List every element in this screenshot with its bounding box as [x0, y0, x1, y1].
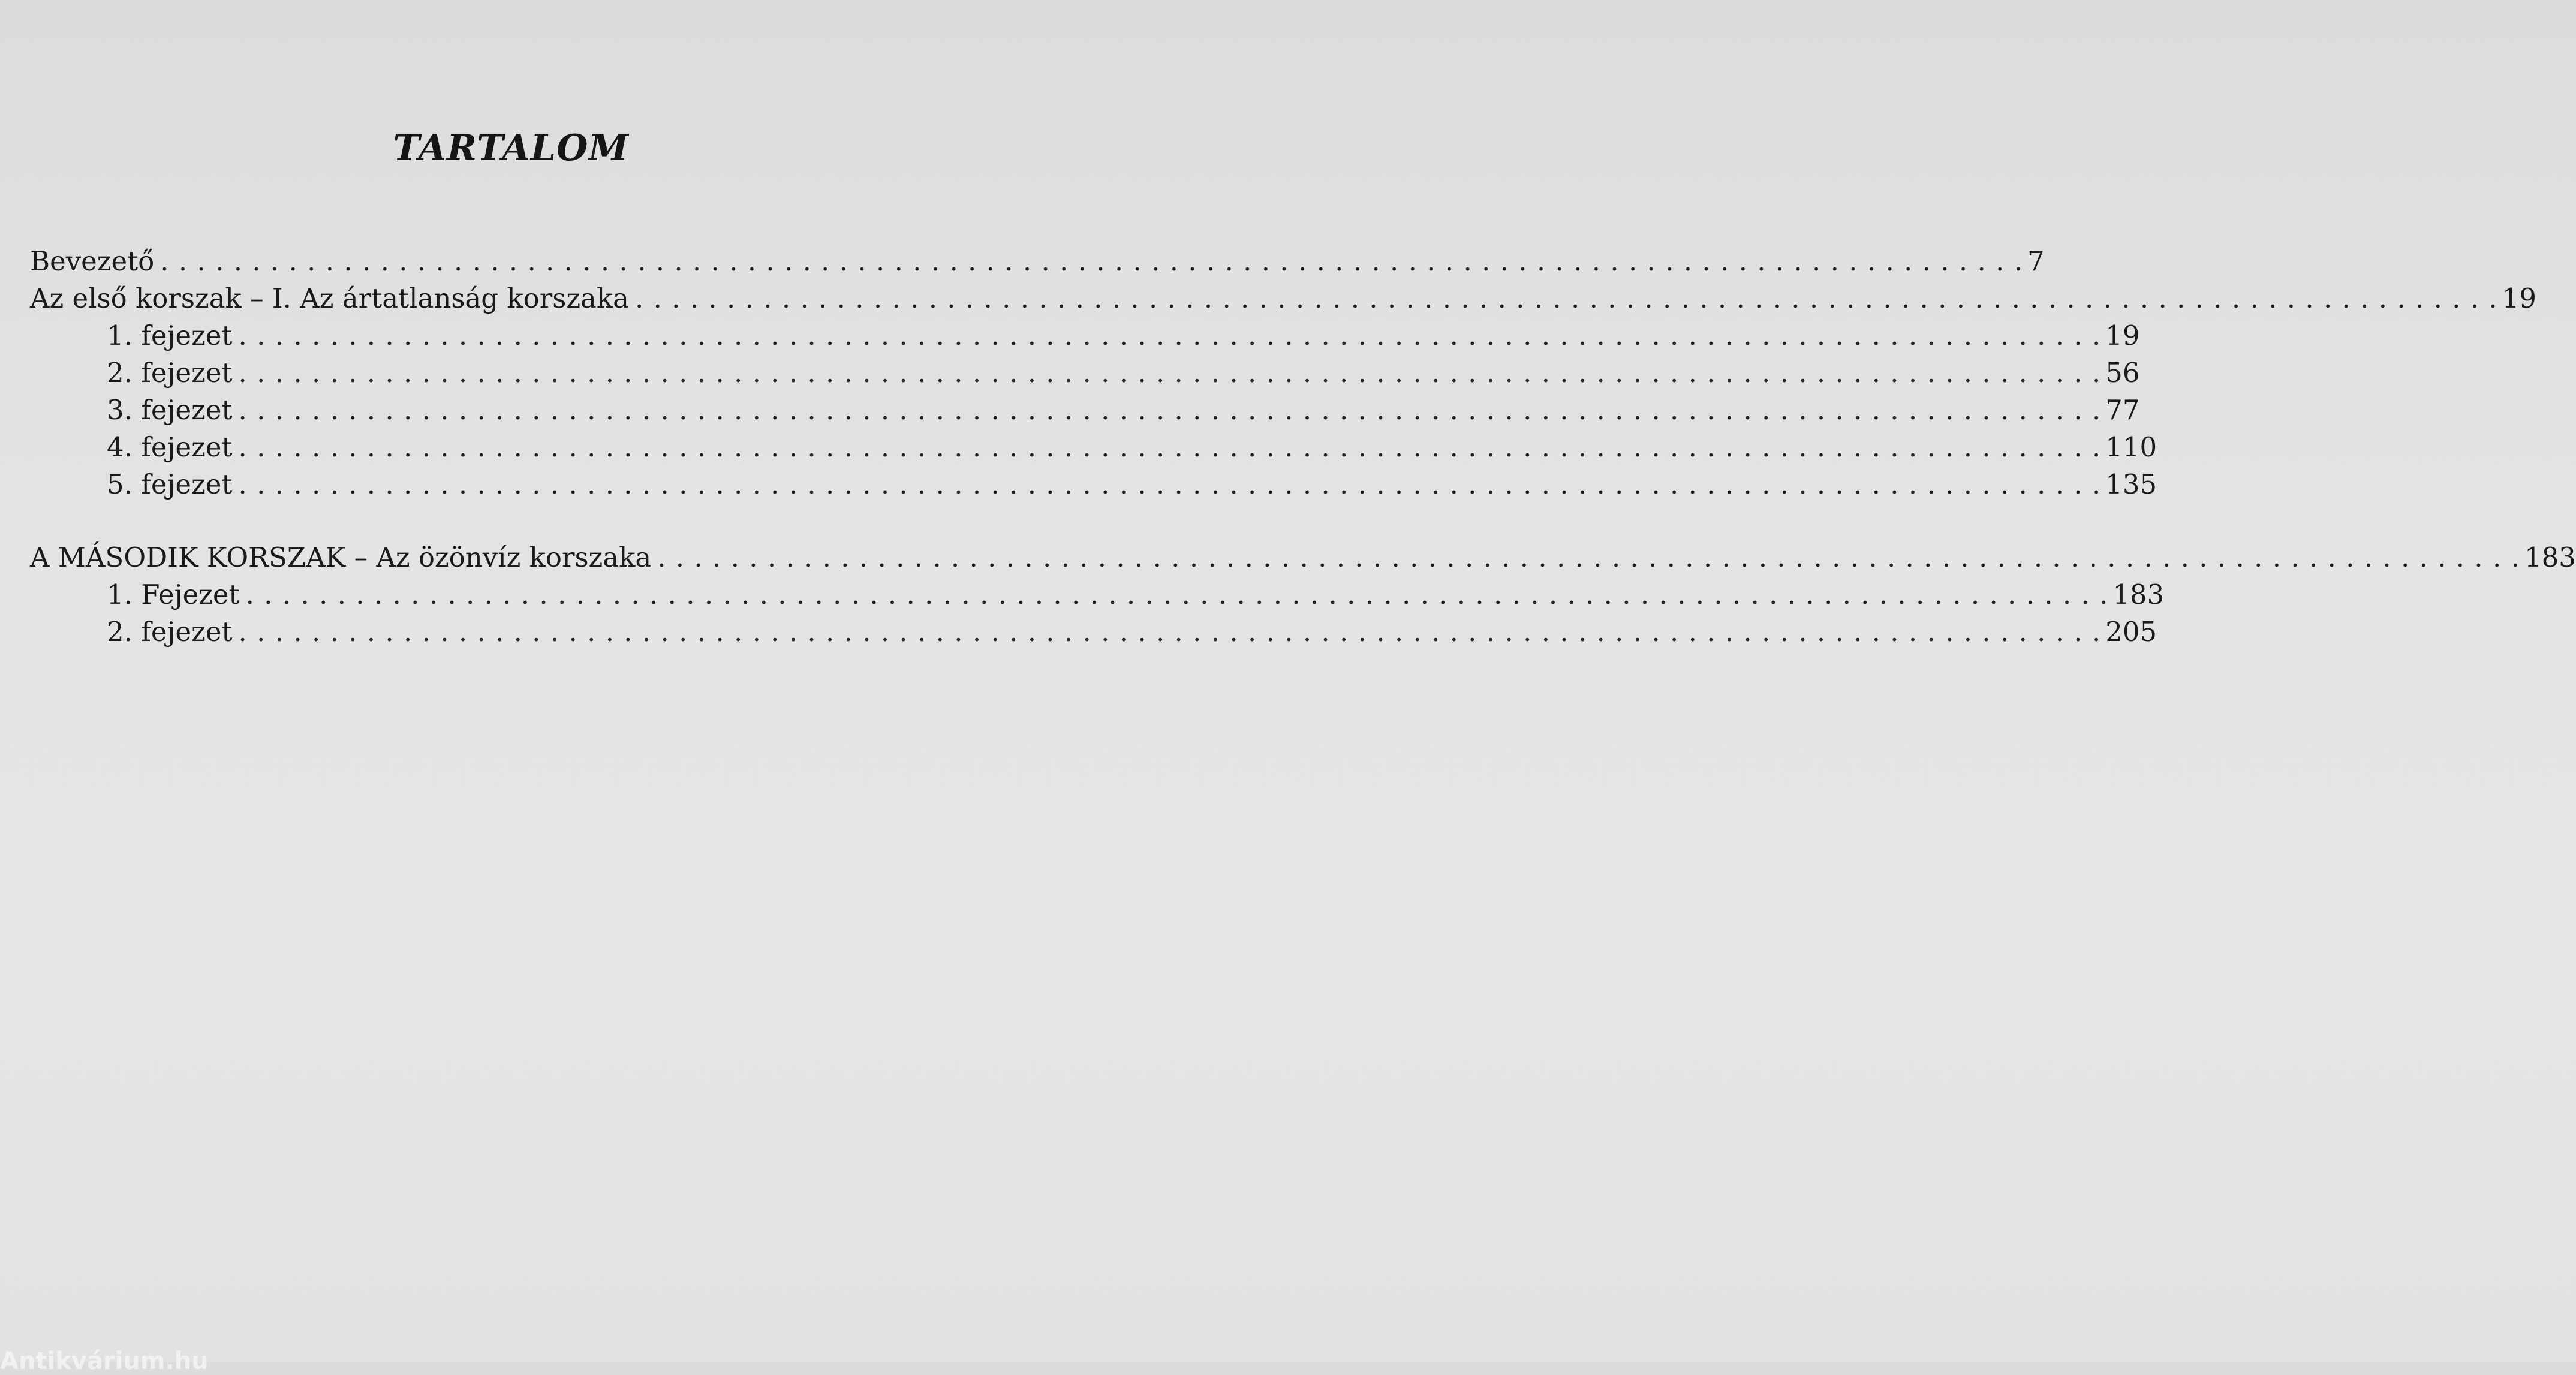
dot-leader	[239, 392, 2101, 429]
toc-entry-chapter	[30, 466, 2157, 503]
toc-entry-label: 4. fejezet	[107, 431, 233, 463]
toc-entry-page: 135	[2105, 468, 2157, 500]
dot-leader	[239, 317, 2101, 354]
page-title: TARTALOM	[393, 127, 629, 169]
toc-entry-label: 1. Fejezet	[107, 579, 240, 610]
toc-entry-second-era	[30, 539, 2576, 576]
toc-entry-chapter	[30, 576, 2165, 613]
toc-entry-chapter	[30, 317, 2140, 354]
toc-entry-label: 1. fejezet	[107, 320, 233, 351]
toc-entry-page: 110	[2105, 431, 2157, 463]
dot-leader	[635, 280, 2497, 317]
toc-entry-label: Az első korszak – I. Az ártatlanság korszaka	[30, 282, 629, 314]
toc-entry-page: 19	[2502, 282, 2536, 314]
toc-entry-label: A MÁSODIK KORSZAK – Az özönvíz korszaka	[30, 541, 652, 573]
dot-leader	[246, 576, 2108, 613]
toc-entry-label: 5. fejezet	[107, 468, 233, 500]
toc-entry-page: 77	[2105, 394, 2140, 426]
table-of-contents	[30, 243, 2576, 651]
toc-entry-chapter	[30, 429, 2157, 466]
toc-entry-page: 183	[2112, 579, 2165, 610]
toc-entry-label: 2. fejezet	[107, 357, 233, 389]
toc-entry-page: 205	[2105, 616, 2157, 648]
toc-entry-chapter	[30, 354, 2140, 392]
dot-leader	[239, 466, 2101, 503]
dot-leader	[239, 354, 2101, 392]
toc-entry-bevezeto	[30, 243, 2045, 280]
toc-entry-page: 56	[2105, 357, 2140, 389]
toc-entry-label: Bevezető	[30, 245, 155, 277]
dot-leader	[657, 539, 2520, 576]
toc-entry-first-era	[30, 280, 2536, 317]
dot-leader	[239, 429, 2101, 466]
toc-entry-chapter	[30, 613, 2157, 651]
dot-leader	[160, 243, 2023, 280]
toc-entry-label: 2. fejezet	[107, 616, 233, 648]
toc-entry-page: 183	[2524, 541, 2576, 573]
toc-entry-page: 19	[2105, 320, 2140, 351]
toc-entry-label: 3. fejezet	[107, 394, 233, 426]
dot-leader	[239, 613, 2101, 651]
toc-entry-chapter	[30, 392, 2140, 429]
watermark: Antikvárium.hu	[0, 1347, 209, 1375]
toc-entry-page: 7	[2027, 245, 2045, 277]
